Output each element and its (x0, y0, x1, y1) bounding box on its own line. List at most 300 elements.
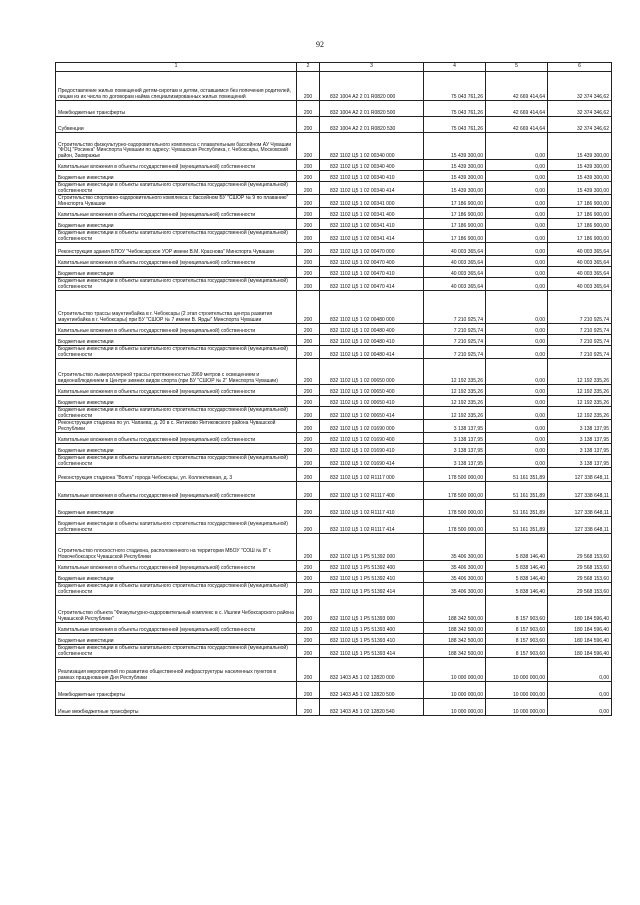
row-amount-col6: 15 439 300,00 (548, 133, 612, 160)
row-amount-total: 7 210 925,74 (424, 346, 486, 359)
row-name: Бюджетные инвестиции в объекты капитального строительства государственной (муниципальной) собственности (56, 645, 297, 658)
row-amount-col6: 0,00 (548, 658, 612, 682)
table-row (56, 596, 612, 623)
table-row (56, 645, 612, 658)
row-amount-total: 40 003 365,64 (424, 256, 486, 267)
row-amount-total: 35 406 300,00 (424, 534, 486, 561)
row-amount-col5: 0,00 (486, 267, 548, 278)
row-amount-col6: 180 184 596,40 (548, 634, 612, 645)
header-row (56, 63, 612, 72)
row-amount-col5: 0,00 (486, 133, 548, 160)
row-amount-total: 7 210 925,74 (424, 335, 486, 346)
row-amount-col5: 5 838 146,40 (486, 583, 548, 596)
row-kvsr: 200 (297, 243, 320, 256)
row-amount-col5: 8 157 903,60 (486, 645, 548, 658)
row-amount-col5: 10 000 000,00 (486, 699, 548, 716)
row-amount-col6: 29 568 153,60 (548, 583, 612, 596)
table-row (56, 346, 612, 359)
table-row (56, 324, 612, 335)
row-name: Бюджетные инвестиции в объекты капитального строительства государственной (муниципальной) собственности (56, 455, 297, 468)
row-code: 832 1403 А5 1 02 12820 540 (320, 699, 424, 716)
row-amount-col6: 127 338 648,11 (548, 468, 612, 482)
row-amount-col6: 0,00 (548, 682, 612, 699)
row-amount-col6: 3 138 137,95 (548, 444, 612, 455)
row-amount-col5: 0,00 (486, 160, 548, 171)
row-kvsr: 200 (297, 385, 320, 396)
row-kvsr: 200 (297, 182, 320, 195)
row-code: 832 1102 Ц5 1 02 01690 410 (320, 444, 424, 455)
page-number: 92 (316, 40, 324, 49)
table-row (56, 444, 612, 455)
row-amount-total: 40 003 365,64 (424, 267, 486, 278)
row-code: 832 1102 Ц5 1 02 00480 410 (320, 335, 424, 346)
row-amount-col6: 17 186 900,00 (548, 230, 612, 243)
row-amount-col5: 10 000 000,00 (486, 658, 548, 682)
row-amount-col5: 0,00 (486, 335, 548, 346)
row-amount-col6: 3 138 137,95 (548, 420, 612, 433)
row-amount-col6: 12 192 335,26 (548, 359, 612, 385)
row-name: Реконструкция здания БПОУ "Чебоксарское УОР имени В.М. Краснова" Минспорта Чувашии (56, 243, 297, 256)
row-amount-total: 12 192 335,26 (424, 385, 486, 396)
table-row (56, 572, 612, 583)
table-row (56, 101, 612, 117)
row-amount-col6: 29 568 153,60 (548, 534, 612, 561)
row-amount-col6: 15 439 300,00 (548, 160, 612, 171)
row-kvsr: 200 (297, 517, 320, 534)
row-name: Бюджетные инвестиции в объекты капитального строительства государственной (муниципальной) собственности (56, 278, 297, 291)
row-amount-total: 35 406 300,00 (424, 572, 486, 583)
row-amount-col5: 0,00 (486, 455, 548, 468)
table-row (56, 623, 612, 634)
row-kvsr: 200 (297, 256, 320, 267)
row-amount-col5: 0,00 (486, 346, 548, 359)
row-code: 832 1102 Ц5 1 02 00650 400 (320, 385, 424, 396)
row-amount-total: 3 138 137,95 (424, 433, 486, 444)
row-amount-total: 3 138 137,95 (424, 444, 486, 455)
table-row (56, 72, 612, 101)
row-amount-col6: 29 568 153,60 (548, 572, 612, 583)
row-amount-col5: 0,00 (486, 230, 548, 243)
row-code: 832 1102 Ц5 1 02 00341 400 (320, 208, 424, 219)
row-kvsr: 200 (297, 534, 320, 561)
row-amount-col6: 127 338 648,11 (548, 517, 612, 534)
row-name: Бюджетные инвестиции (56, 444, 297, 455)
row-code: 832 1102 Ц5 1 02 00340 414 (320, 182, 424, 195)
row-amount-total: 10 000 000,00 (424, 699, 486, 716)
row-amount-col6: 15 439 300,00 (548, 182, 612, 195)
table-row (56, 658, 612, 682)
table-row (56, 634, 612, 645)
table-row (56, 396, 612, 407)
row-kvsr: 200 (297, 699, 320, 716)
row-amount-col6: 40 003 365,64 (548, 278, 612, 291)
row-amount-col5: 0,00 (486, 444, 548, 455)
row-code: 832 1102 Ц5 1 02 00650 414 (320, 407, 424, 420)
row-amount-total: 12 192 335,26 (424, 396, 486, 407)
row-kvsr: 200 (297, 468, 320, 482)
row-kvsr: 200 (297, 133, 320, 160)
table-row (56, 407, 612, 420)
table-row (56, 583, 612, 596)
row-kvsr: 200 (297, 500, 320, 517)
row-code: 832 1102 Ц5 1 02 00470 410 (320, 267, 424, 278)
table-row (56, 482, 612, 500)
row-amount-total: 15 439 300,00 (424, 182, 486, 195)
row-amount-total: 12 192 335,26 (424, 407, 486, 420)
row-amount-col5: 51 161 351,89 (486, 500, 548, 517)
column-header: 3 (320, 63, 424, 72)
row-name: Бюджетные инвестиции (56, 219, 297, 230)
row-code: 832 1102 Ц5 1 02 R1117 000 (320, 468, 424, 482)
row-amount-col5: 42 669 414,64 (486, 72, 548, 101)
row-amount-total: 12 192 335,26 (424, 359, 486, 385)
row-amount-total: 75 043 761,26 (424, 117, 486, 133)
table-row (56, 385, 612, 396)
row-amount-total: 15 439 300,00 (424, 171, 486, 182)
row-amount-col6: 32 374 346,62 (548, 72, 612, 101)
table-row (56, 230, 612, 243)
row-name: Капитальные вложения в объекты государственной (муниципальной) собственности (56, 433, 297, 444)
column-header: 2 (297, 63, 320, 72)
row-code: 832 1102 Ц5 1 02 00341 000 (320, 195, 424, 208)
row-code: 832 1102 Ц5 1 Р5 51393 000 (320, 596, 424, 623)
row-name: Реализация мероприятий по развитию общественной инфраструктуры населенных пунктов в рамках празднования Дня Республики (56, 658, 297, 682)
row-amount-total: 75 043 761,26 (424, 72, 486, 101)
row-amount-col6: 3 138 137,95 (548, 455, 612, 468)
row-amount-col6: 180 184 596,40 (548, 623, 612, 634)
row-kvsr: 200 (297, 482, 320, 500)
row-amount-col5: 0,00 (486, 396, 548, 407)
row-amount-col6: 17 186 900,00 (548, 219, 612, 230)
row-amount-col6: 7 210 925,74 (548, 291, 612, 324)
row-kvsr: 200 (297, 267, 320, 278)
table-row (56, 517, 612, 534)
row-amount-col6: 12 192 335,26 (548, 385, 612, 396)
row-amount-col6: 127 338 648,11 (548, 500, 612, 517)
row-amount-col5: 0,00 (486, 195, 548, 208)
row-amount-col5: 0,00 (486, 171, 548, 182)
table-row (56, 117, 612, 133)
row-amount-col5: 0,00 (486, 291, 548, 324)
row-name: Капитальные вложения в объекты государственной (муниципальной) собственности (56, 160, 297, 171)
row-kvsr: 200 (297, 583, 320, 596)
row-code: 832 1102 Ц5 1 02 01690 000 (320, 420, 424, 433)
row-name: Бюджетные инвестиции (56, 171, 297, 182)
table-row (56, 160, 612, 171)
row-amount-col6: 7 210 925,74 (548, 346, 612, 359)
budget-table (55, 62, 612, 716)
row-code: 832 1102 Ц5 1 02 00470 000 (320, 243, 424, 256)
row-amount-total: 178 500 000,00 (424, 482, 486, 500)
row-name: Капитальные вложения в объекты государственной (муниципальной) собственности (56, 561, 297, 572)
row-kvsr: 200 (297, 219, 320, 230)
row-code: 832 1102 Ц5 1 02 00340 000 (320, 133, 424, 160)
row-amount-col5: 0,00 (486, 278, 548, 291)
row-amount-col6: 32 374 346,62 (548, 101, 612, 117)
row-kvsr: 200 (297, 72, 320, 101)
row-kvsr: 200 (297, 101, 320, 117)
row-name: Реконструкция стадиона по ул. Чапаева, д. 20 в с. Янтиково Янтиковского района Чувашской Республики (56, 420, 297, 433)
row-amount-col6: 40 003 365,64 (548, 256, 612, 267)
row-code: 832 1102 Ц5 1 02 00470 400 (320, 256, 424, 267)
row-amount-col5: 0,00 (486, 256, 548, 267)
row-code: 832 1102 Ц5 1 Р5 51392 410 (320, 572, 424, 583)
table-row (56, 420, 612, 433)
row-code: 832 1102 Ц5 1 Р5 51392 400 (320, 561, 424, 572)
row-name: Субвенции (56, 117, 297, 133)
row-kvsr: 200 (297, 291, 320, 324)
column-header: 6 (548, 63, 612, 72)
row-name: Капитальные вложения в объекты государственной (муниципальной) собственности (56, 623, 297, 634)
table-row (56, 500, 612, 517)
row-name: Строительство физкультурно-оздоровительного комплекса с плавательным бассейном АУ Чувашии "ФОЦ "Росинка" Минспорта Чувашии по адресу: Чувашская Республика, г. Чебоксары, Московский район, Заовражье (56, 133, 297, 160)
row-name: Бюджетные инвестиции в объекты капитального строительства государственной (муниципальной) собственности (56, 346, 297, 359)
row-code: 832 1403 А5 1 02 12820 500 (320, 682, 424, 699)
row-name: Строительство объекта "Физкультурно-оздоровительный комплекс в с. Ишлеи Чебоксарского района Чувашской Республики" (56, 596, 297, 623)
row-name: Бюджетные инвестиции в объекты капитального строительства государственной (муниципальной) собственности (56, 517, 297, 534)
table-row (56, 243, 612, 256)
row-amount-col6: 40 003 365,64 (548, 243, 612, 256)
row-name: Бюджетные инвестиции в объекты капитального строительства государственной (муниципальной) собственности (56, 230, 297, 243)
row-amount-total: 17 186 900,00 (424, 219, 486, 230)
row-kvsr: 200 (297, 230, 320, 243)
row-kvsr: 200 (297, 596, 320, 623)
row-amount-col6: 12 192 335,26 (548, 396, 612, 407)
table-row (56, 219, 612, 230)
row-amount-col5: 0,00 (486, 420, 548, 433)
row-amount-col6: 12 192 335,26 (548, 407, 612, 420)
row-code: 832 1102 Ц5 1 02 00480 000 (320, 291, 424, 324)
table-row (56, 278, 612, 291)
row-code: 832 1102 Ц5 1 02 00340 410 (320, 171, 424, 182)
row-amount-total: 15 439 300,00 (424, 133, 486, 160)
row-code: 832 1004 А2 2 01 R0820 500 (320, 101, 424, 117)
row-amount-total: 15 439 300,00 (424, 160, 486, 171)
table-row (56, 208, 612, 219)
row-name: Строительство трассы маунтинбайка в г. Чебоксары (2 этап строительства центра развития маунтинбайка в г. Чебоксары) при БУ "СШОР № 7 имени В. Ярды" Минспорта Чувашии (56, 291, 297, 324)
row-amount-col5: 8 157 903,60 (486, 596, 548, 623)
row-amount-col6: 29 568 153,60 (548, 561, 612, 572)
table-row (56, 171, 612, 182)
row-amount-total: 3 138 137,95 (424, 455, 486, 468)
row-name: Капитальные вложения в объекты государственной (муниципальной) собственности (56, 482, 297, 500)
row-code: 832 1102 Ц5 1 Р5 51392 414 (320, 583, 424, 596)
row-amount-col5: 42 669 414,64 (486, 101, 548, 117)
row-amount-total: 178 500 000,00 (424, 517, 486, 534)
row-name: Капитальные вложения в объекты государственной (муниципальной) собственности (56, 324, 297, 335)
row-code: 832 1102 Ц5 1 02 R1117 410 (320, 500, 424, 517)
row-amount-total: 17 186 900,00 (424, 230, 486, 243)
row-code: 832 1102 Ц5 1 02 00470 414 (320, 278, 424, 291)
row-amount-col5: 0,00 (486, 182, 548, 195)
row-amount-col6: 7 210 925,74 (548, 335, 612, 346)
row-amount-total: 188 342 500,00 (424, 596, 486, 623)
row-name: Капитальные вложения в объекты государственной (муниципальной) собственности (56, 208, 297, 219)
row-amount-total: 7 210 925,74 (424, 291, 486, 324)
row-amount-col6: 180 184 596,40 (548, 596, 612, 623)
row-name: Строительство плоскостного стадиона, расположенного на территории МБОУ "СОШ № 8" г. Новочебоксарск Чувашской Республики (56, 534, 297, 561)
row-name: Бюджетные инвестиции (56, 396, 297, 407)
row-name: Бюджетные инвестиции (56, 335, 297, 346)
row-name: Бюджетные инвестиции (56, 500, 297, 517)
row-kvsr: 200 (297, 208, 320, 219)
row-amount-total: 35 406 300,00 (424, 561, 486, 572)
row-kvsr: 200 (297, 396, 320, 407)
row-amount-total: 188 342 500,00 (424, 623, 486, 634)
table-row (56, 699, 612, 716)
column-header: 5 (486, 63, 548, 72)
table-row (56, 561, 612, 572)
row-amount-col6: 32 374 346,62 (548, 117, 612, 133)
row-kvsr: 200 (297, 623, 320, 634)
row-kvsr: 200 (297, 324, 320, 335)
table-row (56, 534, 612, 561)
row-code: 832 1102 Ц5 1 02 00341 414 (320, 230, 424, 243)
table-row (56, 256, 612, 267)
row-amount-col5: 51 161 351,89 (486, 517, 548, 534)
row-amount-total: 17 186 900,00 (424, 195, 486, 208)
row-amount-col5: 8 157 903,60 (486, 623, 548, 634)
row-name: Капитальные вложения в объекты государственной (муниципальной) собственности (56, 385, 297, 396)
row-name: Бюджетные инвестиции в объекты капитального строительства государственной (муниципальной) собственности (56, 583, 297, 596)
row-amount-col6: 17 186 900,00 (548, 195, 612, 208)
row-amount-col5: 51 161 351,89 (486, 482, 548, 500)
table-row (56, 468, 612, 482)
row-amount-col5: 51 161 351,89 (486, 468, 548, 482)
row-amount-col5: 10 000 000,00 (486, 682, 548, 699)
row-amount-col5: 0,00 (486, 359, 548, 385)
row-kvsr: 200 (297, 160, 320, 171)
row-amount-total: 178 500 000,00 (424, 468, 486, 482)
row-code: 832 1102 Ц5 1 02 R1117 400 (320, 482, 424, 500)
row-amount-total: 17 186 900,00 (424, 208, 486, 219)
row-name: Бюджетные инвестиции (56, 634, 297, 645)
row-code: 832 1403 А5 1 02 12820 000 (320, 658, 424, 682)
table-row (56, 335, 612, 346)
row-name: Межбюджетные трансферты (56, 101, 297, 117)
row-amount-total: 188 342 500,00 (424, 634, 486, 645)
row-amount-col5: 5 838 146,40 (486, 572, 548, 583)
row-code: 832 1102 Ц5 1 02 00650 000 (320, 359, 424, 385)
row-kvsr: 200 (297, 346, 320, 359)
table-row (56, 267, 612, 278)
table-row (56, 682, 612, 699)
row-name: Строительство лыжероллерной трассы протяженностью 3969 метров с освещением и видеонаблюдением в Центре зимних видов спорта (при БУ "СШОР № 2" Минспорта Чувашии) (56, 359, 297, 385)
row-code: 832 1102 Ц5 1 02 R1117 414 (320, 517, 424, 534)
row-name: Бюджетные инвестиции в объекты капитального строительства государственной (муниципальной) собственности (56, 407, 297, 420)
row-amount-total: 40 003 365,64 (424, 243, 486, 256)
row-kvsr: 200 (297, 682, 320, 699)
column-header: 1 (56, 63, 297, 72)
row-name: Межбюджетные трансферты (56, 682, 297, 699)
row-amount-col6: 0,00 (548, 699, 612, 716)
row-amount-total: 10 000 000,00 (424, 658, 486, 682)
row-kvsr: 200 (297, 335, 320, 346)
row-kvsr: 200 (297, 634, 320, 645)
row-kvsr: 200 (297, 433, 320, 444)
row-name: Бюджетные инвестиции в объекты капитального строительства государственной (муниципальной) собственности (56, 182, 297, 195)
row-code: 832 1102 Ц5 1 02 01690 400 (320, 433, 424, 444)
row-code: 832 1004 А2 2 01 R0820 000 (320, 72, 424, 101)
table-row (56, 359, 612, 385)
row-kvsr: 200 (297, 171, 320, 182)
row-amount-total: 3 138 137,95 (424, 420, 486, 433)
row-amount-col6: 15 439 300,00 (548, 171, 612, 182)
row-kvsr: 200 (297, 117, 320, 133)
row-name: Бюджетные инвестиции (56, 572, 297, 583)
row-amount-col6: 3 138 137,95 (548, 433, 612, 444)
row-code: 832 1102 Ц5 1 Р5 51393 414 (320, 645, 424, 658)
table-row (56, 133, 612, 160)
row-name: Строительство спортивно-оздоровительного комплекса с бассейном БУ "СШОР № 9 по плаванию" Минспорта Чувашии (56, 195, 297, 208)
row-kvsr: 200 (297, 455, 320, 468)
row-amount-col5: 0,00 (486, 407, 548, 420)
row-amount-total: 7 210 925,74 (424, 324, 486, 335)
row-amount-col5: 0,00 (486, 385, 548, 396)
row-kvsr: 200 (297, 278, 320, 291)
row-kvsr: 200 (297, 420, 320, 433)
table-row (56, 195, 612, 208)
table-row (56, 291, 612, 324)
row-amount-col5: 0,00 (486, 324, 548, 335)
row-name: Капитальные вложения в объекты государственной (муниципальной) собственности (56, 256, 297, 267)
row-code: 832 1102 Ц5 1 02 00341 410 (320, 219, 424, 230)
row-code: 832 1004 А2 2 01 R0820 530 (320, 117, 424, 133)
row-amount-col6: 17 186 900,00 (548, 208, 612, 219)
row-amount-col5: 5 838 146,40 (486, 534, 548, 561)
row-amount-total: 35 406 300,00 (424, 583, 486, 596)
row-code: 832 1102 Ц5 1 02 00340 400 (320, 160, 424, 171)
row-amount-col6: 180 184 596,40 (548, 645, 612, 658)
row-amount-col5: 42 669 414,64 (486, 117, 548, 133)
row-amount-total: 188 342 500,00 (424, 645, 486, 658)
row-amount-total: 178 500 000,00 (424, 500, 486, 517)
row-amount-col5: 0,00 (486, 433, 548, 444)
row-amount-col5: 8 157 903,60 (486, 634, 548, 645)
row-name: Предоставление жилых помещений детям-сиротам и детям, оставшимся без попечения родителей, лицам из их числа по договорам найма специализированных жилых помещений (56, 72, 297, 101)
row-kvsr: 200 (297, 407, 320, 420)
table-row (56, 455, 612, 468)
row-kvsr: 200 (297, 195, 320, 208)
row-code: 832 1102 Ц5 1 Р5 51393 410 (320, 634, 424, 645)
row-name: Бюджетные инвестиции (56, 267, 297, 278)
row-amount-total: 40 003 365,64 (424, 278, 486, 291)
row-kvsr: 200 (297, 444, 320, 455)
row-code: 832 1102 Ц5 1 02 00480 400 (320, 324, 424, 335)
row-amount-col6: 40 003 365,64 (548, 267, 612, 278)
row-amount-col6: 7 210 925,74 (548, 324, 612, 335)
row-code: 832 1102 Ц5 1 Р5 51392 000 (320, 534, 424, 561)
row-kvsr: 200 (297, 658, 320, 682)
row-kvsr: 200 (297, 359, 320, 385)
row-amount-total: 75 043 761,26 (424, 101, 486, 117)
row-amount-col5: 0,00 (486, 219, 548, 230)
row-code: 832 1102 Ц5 1 02 00650 410 (320, 396, 424, 407)
row-amount-col5: 0,00 (486, 243, 548, 256)
row-amount-col6: 127 338 648,11 (548, 482, 612, 500)
column-header: 4 (424, 63, 486, 72)
table-row (56, 182, 612, 195)
row-amount-col5: 5 838 146,40 (486, 561, 548, 572)
row-amount-col5: 0,00 (486, 208, 548, 219)
row-kvsr: 200 (297, 645, 320, 658)
table-row (56, 433, 612, 444)
row-amount-total: 10 000 000,00 (424, 682, 486, 699)
row-code: 832 1102 Ц5 1 02 01690 414 (320, 455, 424, 468)
row-kvsr: 200 (297, 561, 320, 572)
row-code: 832 1102 Ц5 1 02 00480 414 (320, 346, 424, 359)
row-name: Реконструкция стадиона "Волга" города Чебоксары, ул. Коллективная, д. 3 (56, 468, 297, 482)
